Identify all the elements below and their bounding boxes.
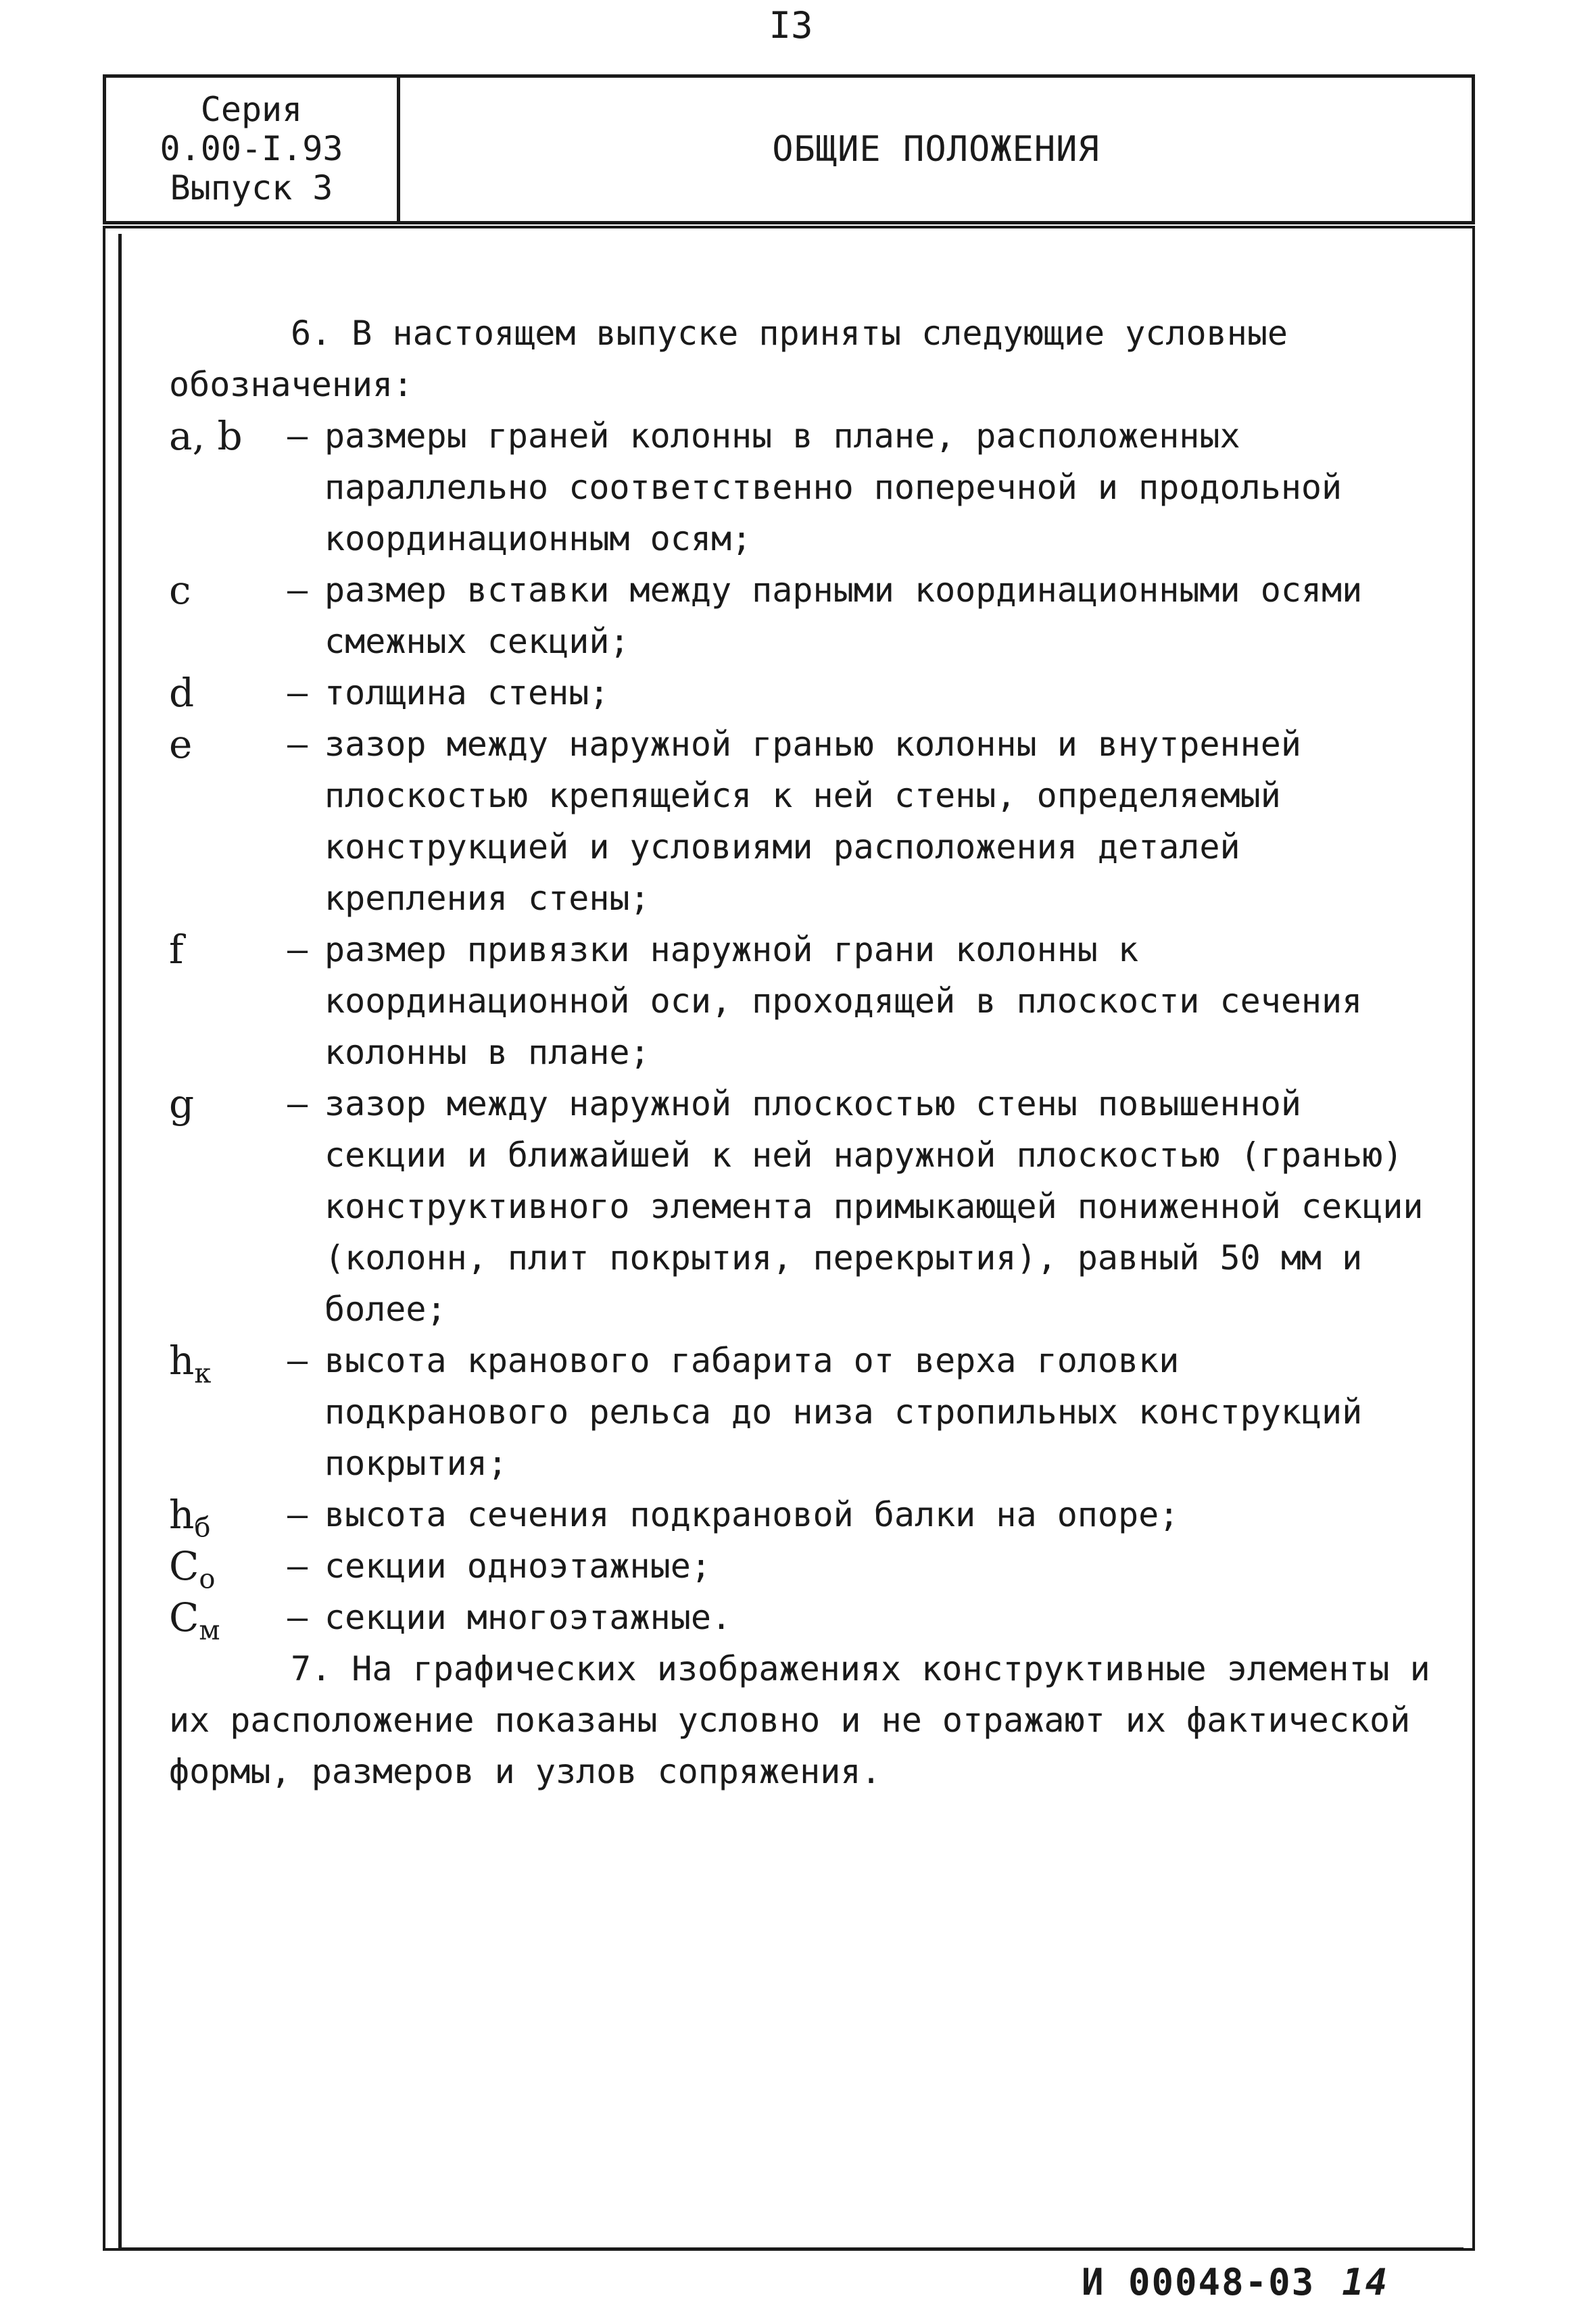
definition-item (169, 1335, 1440, 1489)
dash: – (287, 570, 308, 610)
sheet-number: 14 (1342, 2261, 1389, 2304)
dash: – (287, 1495, 308, 1534)
definition-item (169, 410, 1440, 564)
dash: – (287, 725, 308, 764)
definition-item (169, 1489, 1440, 1544)
definition-item (169, 1078, 1440, 1335)
dash: – (287, 673, 308, 712)
dash: – (287, 1341, 308, 1380)
definition-symbol: $h_б$ (169, 1492, 211, 1544)
definition-item (169, 718, 1440, 924)
definition-text: размер вставки между парными координационными осями смежных секций; (324, 570, 1363, 661)
definition-symbol: f (169, 927, 184, 973)
paragraph-7: 7. На графических изображениях конструктивные элементы и их расположение показаны условно и не отражают их фактической формы, размеров и узлов сопряжения. (169, 1649, 1430, 1791)
definition-item (169, 564, 1440, 667)
dash: – (287, 930, 308, 969)
series-number: 0.00-I.93 (160, 129, 343, 168)
definition-symbol: $C_о$ (169, 1543, 216, 1595)
document-code (1082, 2261, 1388, 2304)
definition-symbol: d (169, 670, 195, 716)
series-label: Серия (200, 90, 303, 129)
definition-text: зазор между наружной плоскостью стены повышенной секции и ближайшей к ней наружной плоскостью (гранью) конструктивного элемента примыкающей пониженной секции (колонн, плит покрытия, перекрытия), равный 50 мм и более; (324, 1084, 1424, 1329)
series-block (106, 78, 400, 221)
dash: – (287, 1084, 308, 1123)
dash: – (287, 416, 308, 456)
definition-text: размеры граней колонны в плане, расположенных параллельно соответственно поперечной и продольной координационным осям; (324, 416, 1343, 558)
paragraph-6: 6. В настоящем выпуске приняты следующие условные обозначения: (169, 314, 1288, 404)
document-body (169, 308, 1440, 1797)
definition-text: зазор между наружной гранью колонны и внутренней плоскостью крепящейся к ней стены, определяемый конструкцией и условиями расположения деталей крепления стены; (324, 725, 1301, 918)
definition-text: размер привязки наружной грани колонны к координационной оси, проходящей в плоскости сечения колонны в плане; (324, 930, 1363, 1072)
dash: – (287, 1546, 308, 1586)
title-block (103, 74, 1475, 224)
definition-symbol: g (169, 1081, 195, 1127)
definition-symbol: c (169, 567, 191, 613)
definition-text: толщина стены; (324, 673, 610, 712)
definition-text: высота сечения подкрановой балки на опоре; (324, 1495, 1180, 1534)
definition-item (169, 1540, 1440, 1595)
definition-text: секции многоэтажные. (324, 1598, 732, 1637)
definition-symbol: a, b (169, 413, 243, 459)
definition-item (169, 667, 1440, 718)
document-code-number: И 00048-03 (1082, 2261, 1315, 2304)
definition-symbol: $C_м$ (169, 1594, 220, 1647)
definition-text: высота кранового габарита от верха головки подкранового рельса до низа стропильных конструкций покрытия; (324, 1341, 1363, 1483)
section-title: ОБЩИЕ ПОЛОЖЕНИЯ (772, 129, 1100, 170)
definition-item (169, 924, 1440, 1078)
definition-item (169, 1592, 1440, 1647)
page-number: I3 (769, 4, 813, 47)
definition-symbol: $h_к$ (169, 1338, 212, 1390)
dash: – (287, 1598, 308, 1637)
issue-label: Выпуск 3 (170, 168, 333, 208)
definition-symbol: e (169, 721, 193, 767)
definition-text: секции одноэтажные; (324, 1546, 711, 1586)
